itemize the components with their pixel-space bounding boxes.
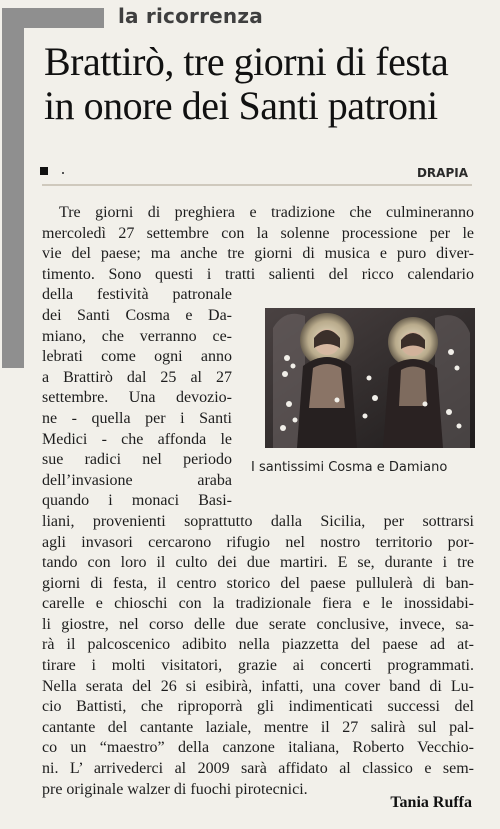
body-line: liani, provenienti soprattutto dalla Sicilia, per sottrarsi (42, 512, 474, 530)
body-line: giorni di festa, il centro storico del paese pullulerà di ban- (42, 574, 474, 592)
saints-illustration (265, 308, 475, 448)
photo-caption: I santissimi Cosma e Damiano (251, 460, 448, 475)
body-line: ne - quella per i Santi (42, 409, 232, 427)
body-line: a Brattirò dal 25 al 27 (42, 368, 232, 386)
headline-line-2: in onore dei Santi patroni (44, 83, 438, 128)
body-line: mercoledì 27 settembre con la solenne processione per le (42, 224, 474, 242)
body-line: Medici - che affonda le (42, 430, 232, 448)
body-line: vie del paese; ma anche tre giorni di musica e puro diver- (42, 245, 474, 263)
body-line: agli invasori cercarono rifugio nel nostro territorio por- (42, 533, 474, 551)
body-line: tando con loro il culto dei due martiri. E se, durante i tre (42, 554, 474, 572)
body-line: settembre. Una devozio- (42, 389, 232, 407)
body-line: dell’invasione araba (42, 471, 232, 489)
dot-icon (62, 172, 64, 174)
body-line: pre originale walzer di fuochi pirotecnici. (42, 780, 308, 798)
section-marker-bar (2, 8, 24, 368)
author-byline: Tania Ruffa (390, 794, 472, 811)
article-body (42, 203, 474, 800)
body-line: quando i monaci Basi- (42, 492, 232, 510)
body-line: lebrati come ogni anno (42, 348, 232, 366)
body-line: ni. L’ arrivederci al 2009 sarà affidato al classico e sem- (42, 760, 474, 778)
headline (44, 40, 494, 128)
headline-line-1: Brattirò, tre giorni di festa (44, 39, 449, 84)
dateline-location: DRAPIA (416, 166, 468, 180)
body-line: dei Santi Cosma e Da- (42, 306, 232, 324)
body-line: miano, che verranno ce- (42, 327, 232, 345)
saints-photo (265, 308, 475, 448)
section-label: la ricorrenza (118, 4, 263, 28)
body-line: Tre giorni di preghiera e tradizione che culmineranno (59, 204, 474, 221)
body-line: sue radici nel periodo (42, 451, 232, 469)
body-line: cantante del cantante laziale, mentre il 27 salirà sul pal- (42, 718, 474, 736)
body-line: tirare i molti visitatori, grazie ai concerti programmati. (42, 657, 474, 675)
section-header-bar (24, 8, 104, 28)
body-line: cio Battisti, che riproporrà gli indimenticati successi del (42, 698, 474, 716)
body-line: Nella serata del 26 si esibirà, infatti, una cover band di Lu- (42, 677, 474, 695)
body-line: li giostre, nel corso delle due serate conclusive, invece, sa- (42, 615, 474, 633)
body-line: timento. Sono questi i tratti salienti del ricco calendario (42, 265, 474, 283)
body-line: carelle e chioschi con la tradizionale fiera e le inossidabi- (42, 595, 474, 613)
body-line: co un “maestro” della canzone italiana, Roberto Vecchio- (42, 739, 474, 757)
body-line: rà il palcoscenico adibito nella piazzetta del paese ad at- (42, 636, 474, 654)
bullet-square-icon (40, 167, 48, 175)
body-line: della festività patronale (42, 286, 232, 304)
header-divider (42, 184, 472, 186)
